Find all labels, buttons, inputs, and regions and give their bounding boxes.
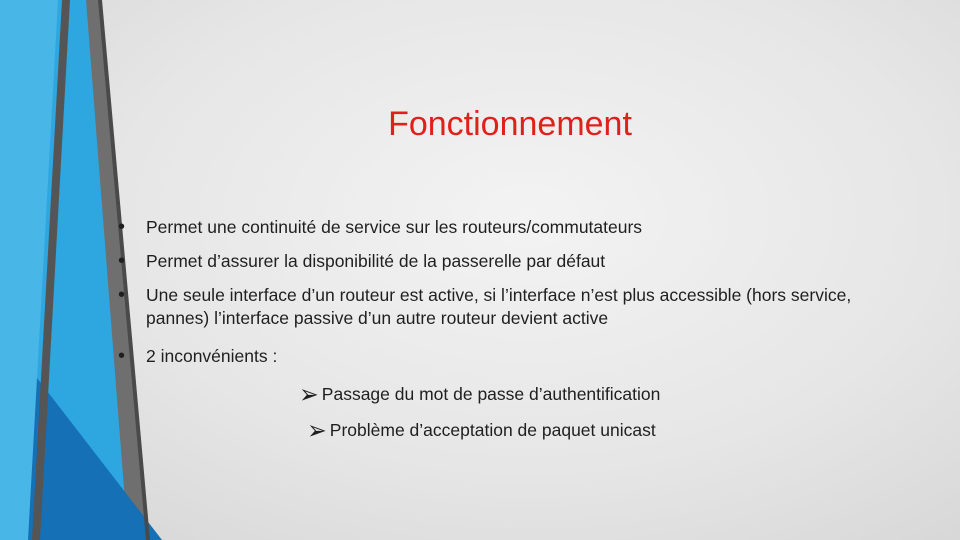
bullet-item <box>118 250 918 273</box>
arrow-bullet-icon: ➢ <box>307 415 327 445</box>
bullet-item <box>118 216 918 239</box>
bullet-list <box>118 216 918 379</box>
bullet-text: Permet d’assurer la disponibilité de la passerelle par défaut <box>146 251 606 271</box>
bullet-text: Permet une continuité de service sur les routeurs/commutateurs <box>146 217 643 237</box>
sub-item <box>306 415 656 445</box>
bullet-dot: • <box>118 345 126 367</box>
bullet-dot: • <box>118 284 126 306</box>
bullet-item <box>118 284 918 330</box>
sub-item-text: Problème d’acceptation de paquet unicast <box>329 420 656 440</box>
bullet-item <box>118 345 918 368</box>
slide-title: Fonctionnement <box>388 105 632 143</box>
sub-item <box>298 379 661 409</box>
bullet-text: Une seule interface d’un routeur est active, si l’interface n’est plus accessible (hors service, pannes) l’interface passive d’un autre routeur devient active <box>146 285 852 328</box>
bullet-text: 2 inconvénients : <box>146 346 278 366</box>
bullet-dot: • <box>118 216 126 238</box>
arrow-bullet-icon: ➢ <box>299 379 319 409</box>
sub-item-text: Passage du mot de passe d’authentification <box>321 384 661 404</box>
bullet-dot: • <box>118 250 126 272</box>
